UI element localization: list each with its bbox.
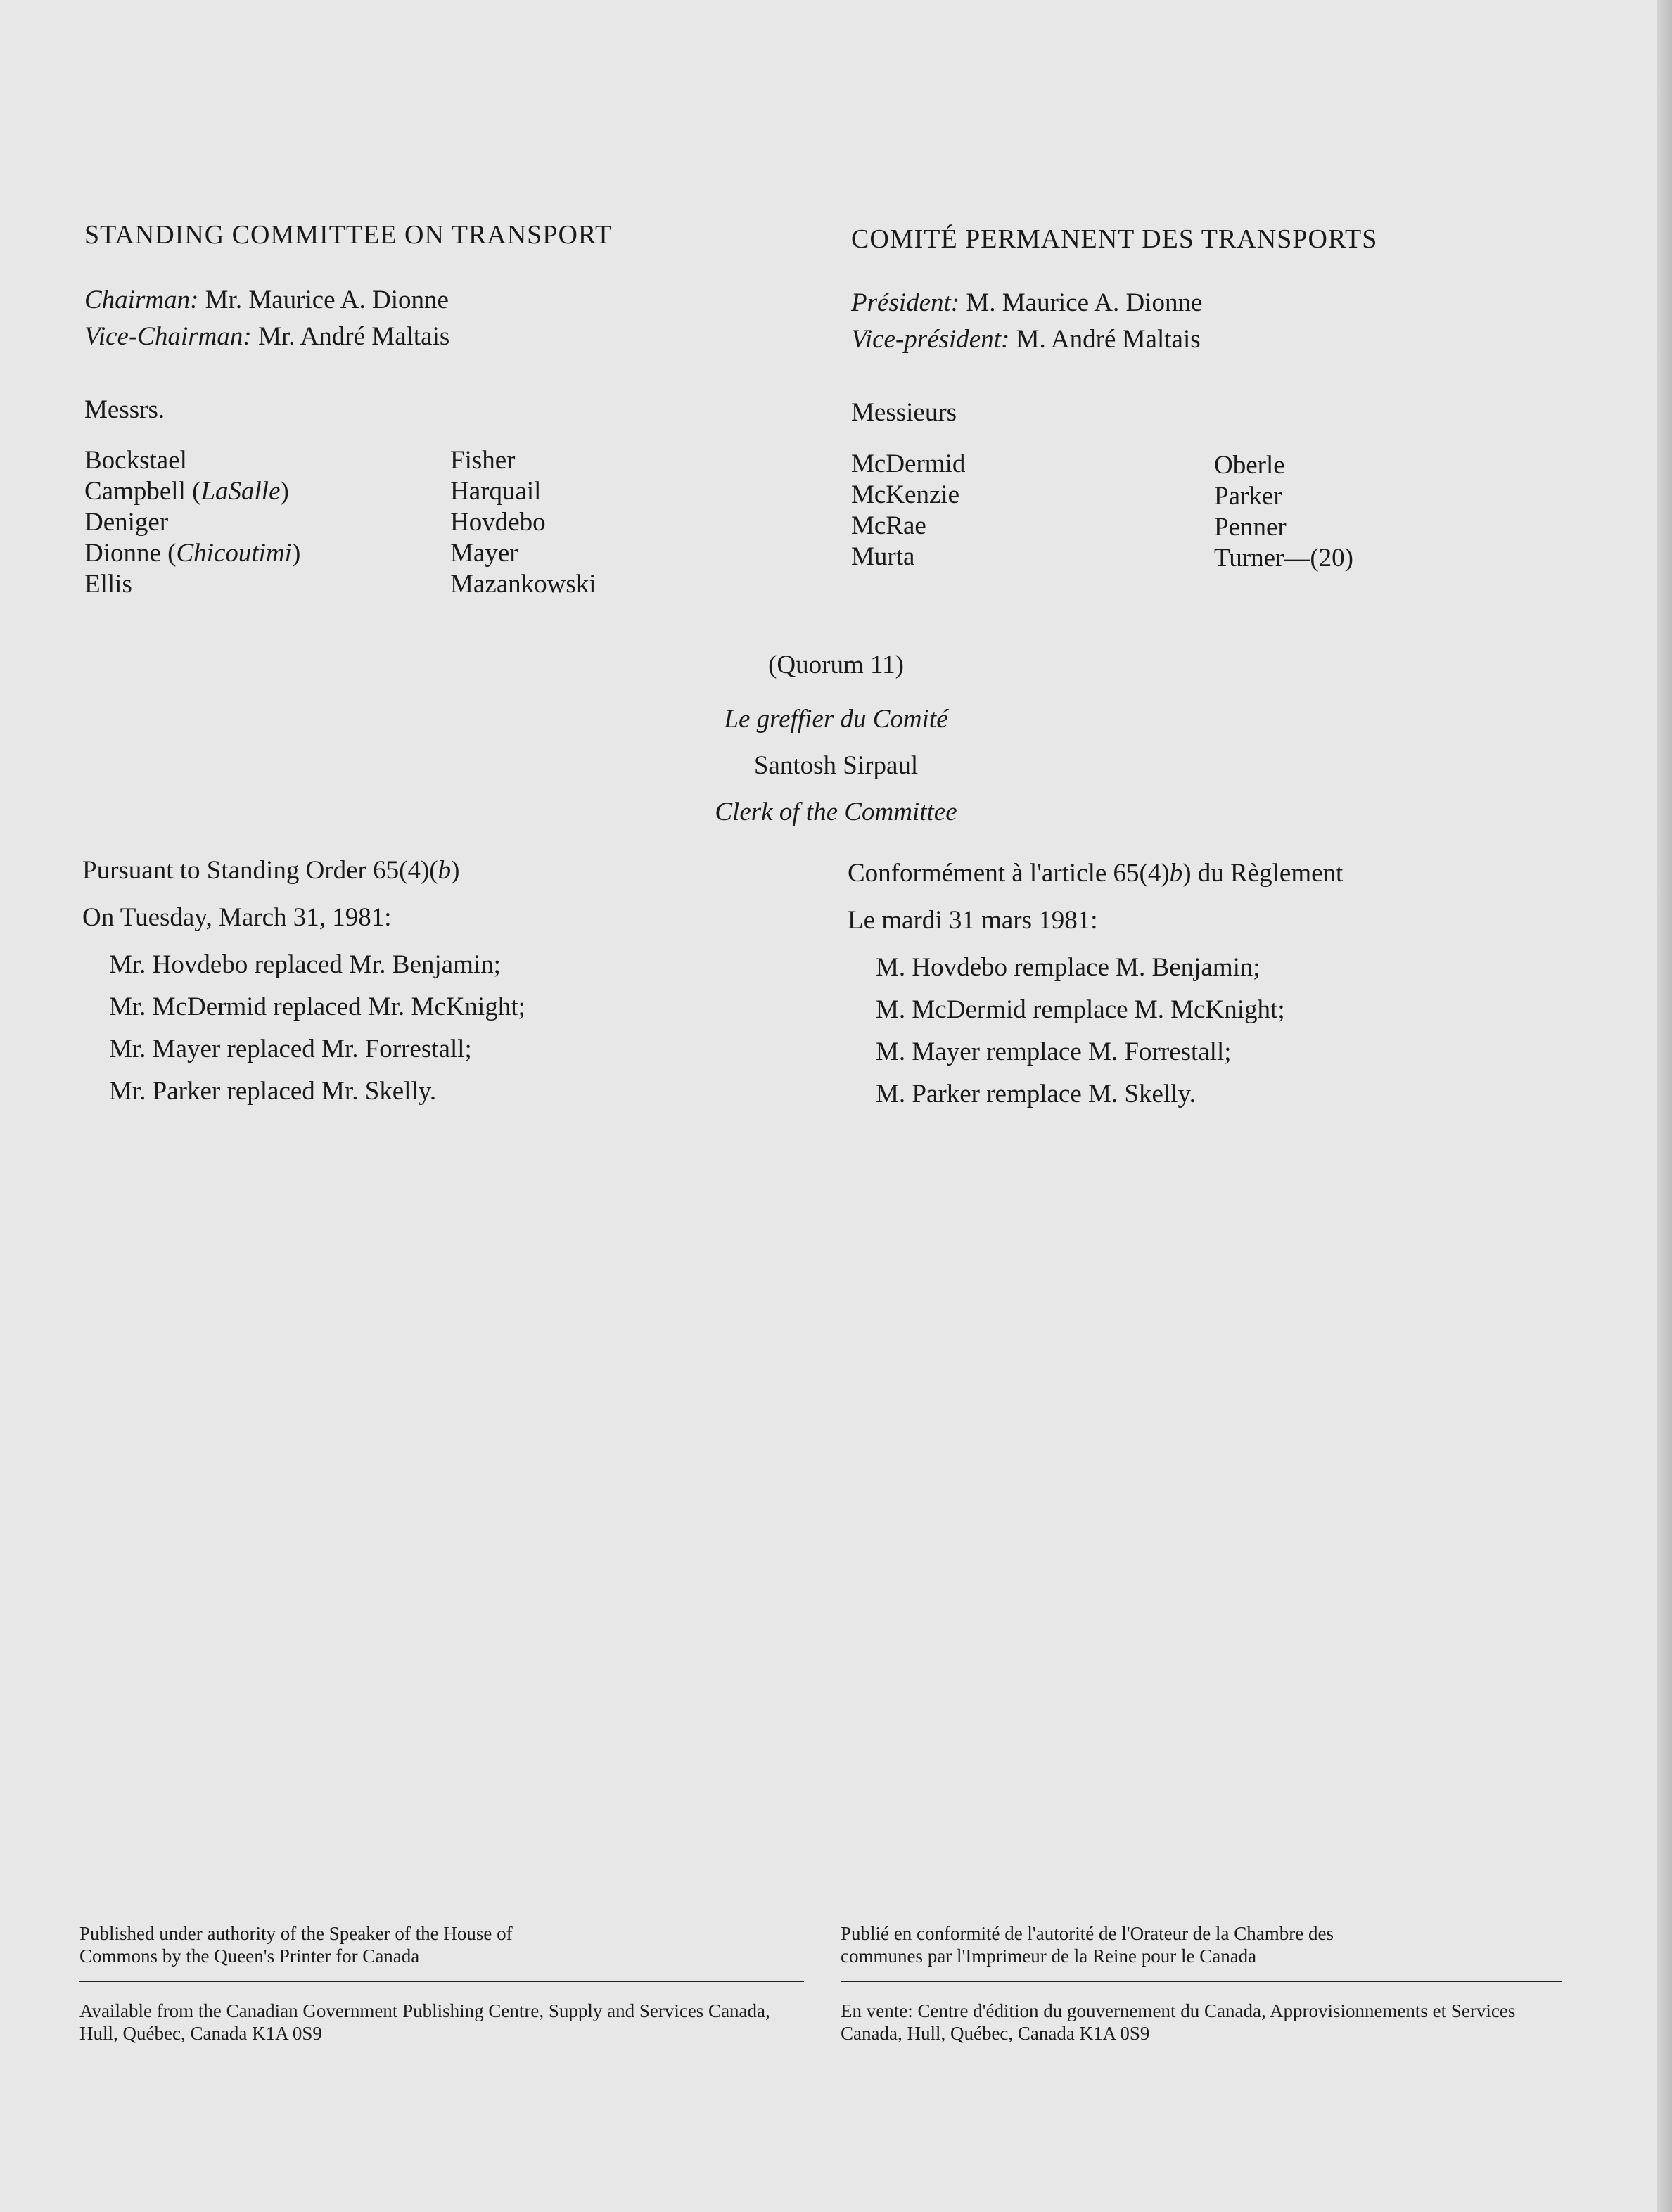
member-name: Ellis xyxy=(84,570,132,599)
availability-note-en: Available from the Canadian Government Publishing Centre, Supply and Services Canada, Hull, Québec, Canada K1A 0S9 xyxy=(79,2000,770,2044)
chairman-name-en: Mr. Maurice A. Dionne xyxy=(205,286,449,314)
member-name: Turner—(20) xyxy=(1214,544,1354,573)
replacement-line: M. Mayer remplace M. Forrestall; xyxy=(876,1037,1232,1066)
vice-chairman-name-en: Mr. André Maltais xyxy=(257,322,450,351)
member-name: Parker xyxy=(1214,482,1282,511)
chairman-line-fr xyxy=(851,284,1611,322)
vice-chairman-label-en: Vice-Chairman: xyxy=(84,322,252,351)
members-list-en-col2 xyxy=(450,445,596,600)
replacement-line: M. Hovdebo remplace M. Benjamin; xyxy=(876,953,1261,982)
member-name: Mayer xyxy=(450,539,518,568)
replacement-line: Mr. Mayer replaced Mr. Forrestall; xyxy=(109,1035,472,1063)
footer-divider-fr xyxy=(841,1981,1562,1982)
standing-order-en: Pursuant to Standing Order 65(4)(b) xyxy=(82,856,460,885)
member-name: Campbell (LaSalle) xyxy=(84,477,289,506)
replacement-line: M. McDermid remplace M. McKnight; xyxy=(876,995,1285,1024)
member-name: McRae xyxy=(851,511,926,540)
standing-order-fr: Conformément à l'article 65(4)b) du Règlement xyxy=(848,859,1344,888)
member-name: Fisher xyxy=(450,446,516,475)
chairman-label-en: Chairman: xyxy=(84,286,199,314)
page-edge xyxy=(1657,0,1672,2212)
members-label-en: Messrs. xyxy=(84,395,165,424)
members-list-en-col1 xyxy=(84,445,300,600)
publisher-note-en: Published under authority of the Speaker of the House of Commons by the Queen's Printer for Canada xyxy=(79,1923,513,1967)
member-name: Deniger xyxy=(84,508,169,537)
order-date-fr: Le mardi 31 mars 1981: xyxy=(848,906,1098,935)
vice-chairman-name-fr: M. André Maltais xyxy=(1016,325,1201,354)
availability-note-fr: En vente: Centre d'édition du gouvernement du Canada, Approvisionnements et Services Canada, Hull, Québec, Canada K1A 0S9 xyxy=(841,2000,1516,2044)
members-list-fr-col2 xyxy=(1214,450,1353,574)
member-name: McKenzie xyxy=(851,480,960,509)
chairman-line-en xyxy=(84,281,844,319)
member-name: Mazankowski xyxy=(450,570,596,599)
member-name: Oberle xyxy=(1214,451,1285,480)
member-name: Penner xyxy=(1214,513,1287,542)
replacement-line: M. Parker remplace M. Skelly. xyxy=(876,1080,1196,1108)
member-name: McDermid xyxy=(851,449,966,478)
footer-divider-en xyxy=(79,1981,804,1982)
replacement-line: Mr. Parker replaced Mr. Skelly. xyxy=(109,1077,437,1106)
members-list-fr-col1 xyxy=(851,449,965,573)
member-name: Bockstael xyxy=(84,446,187,475)
member-name: Dionne (Chicoutimi) xyxy=(84,539,301,568)
order-date-en: On Tuesday, March 31, 1981: xyxy=(82,903,392,932)
clerk-name: Santosh Sirpaul xyxy=(753,751,919,780)
committee-heading-fr: COMITÉ PERMANENT DES TRANSPORTS xyxy=(851,224,1378,254)
vice-chairman-line-en xyxy=(84,318,844,356)
clerk-title-fr: Le greffier du Comité xyxy=(724,705,948,734)
clerk-title-en: Clerk of the Committee xyxy=(715,798,957,826)
publisher-note-fr: Publié en conformité de l'autorité de l'Orateur de la Chambre des communes par l'Imprimeur de la Reine pour le Canada xyxy=(841,1923,1334,1967)
quorum-text: (Quorum 11) xyxy=(768,651,904,679)
member-name: Harquail xyxy=(450,477,542,506)
chairman-name-fr: M. Maurice A. Dionne xyxy=(966,288,1203,317)
member-name: Murta xyxy=(851,542,915,571)
vice-chairman-label-fr: Vice-président: xyxy=(851,325,1010,354)
replacement-line: Mr. McDermid replaced Mr. McKnight; xyxy=(109,992,525,1021)
member-name: Hovdebo xyxy=(450,508,546,537)
committee-heading-en: STANDING COMMITTEE ON TRANSPORT xyxy=(84,220,613,250)
vice-chairman-line-fr xyxy=(851,321,1611,359)
replacement-line: Mr. Hovdebo replaced Mr. Benjamin; xyxy=(109,950,501,979)
chairman-label-fr: Président: xyxy=(851,288,960,317)
members-label-fr: Messieurs xyxy=(851,398,957,427)
